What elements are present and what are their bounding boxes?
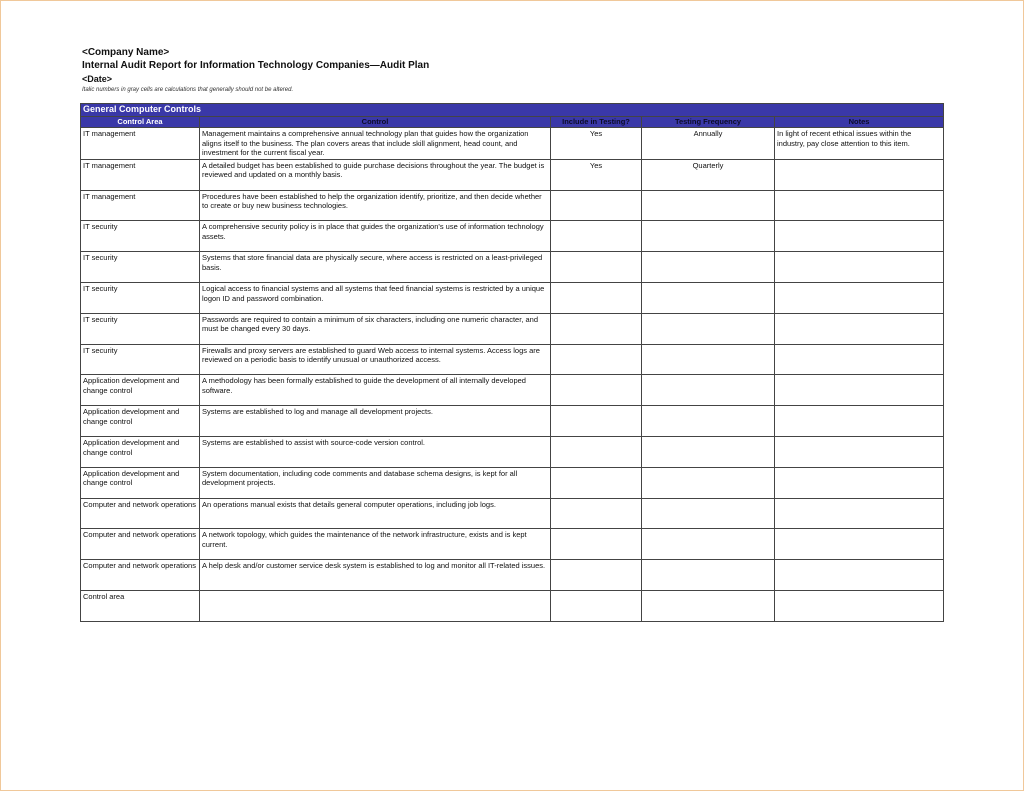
control-cell: Firewalls and proxy servers are established to guard Web access to internal systems. Access logs are reviewed on a periodic basis to identify unusual or unauthorized access. — [200, 344, 551, 375]
column-header-notes: Notes — [775, 117, 944, 128]
control-area-cell: Application development and change control — [81, 467, 200, 498]
table-row — [81, 282, 944, 313]
include-in-testing-cell — [551, 467, 642, 498]
include-in-testing-cell — [551, 282, 642, 313]
control-cell: Management maintains a comprehensive annual technology plan that guides how the organization aligns itself to the business. The plan covers areas that include skill alignment, head count, and investment for the current fiscal year. — [200, 128, 551, 160]
notes-cell — [775, 221, 944, 252]
testing-frequency-cell — [642, 375, 775, 406]
notes-cell — [775, 498, 944, 529]
control-area-cell: Computer and network operations — [81, 560, 200, 591]
audit-plan-table — [80, 103, 944, 622]
testing-frequency-cell — [642, 221, 775, 252]
control-area-cell: Application development and change control — [81, 375, 200, 406]
section-title: General Computer Controls — [81, 104, 944, 117]
table-row — [81, 313, 944, 344]
testing-frequency-cell — [642, 529, 775, 560]
control-cell: Systems are established to log and manage all development projects. — [200, 406, 551, 437]
control-cell: Procedures have been established to help the organization identify, prioritize, and then decide whether to create or buy new business technologies. — [200, 190, 551, 221]
table-row — [81, 406, 944, 437]
include-in-testing-cell — [551, 560, 642, 591]
notes-cell — [775, 282, 944, 313]
notes-cell — [775, 560, 944, 591]
testing-frequency-cell — [642, 498, 775, 529]
control-cell: A comprehensive security policy is in place that guides the organization's use of information technology assets. — [200, 221, 551, 252]
control-cell: Passwords are required to contain a minimum of six characters, including one numeric character, and must be changed every 30 days. — [200, 313, 551, 344]
include-in-testing-cell: Yes — [551, 128, 642, 160]
column-header-row — [81, 117, 944, 128]
italic-note: Italic numbers in gray cells are calculations that generally should not be altered. — [82, 87, 294, 93]
control-cell: An operations manual exists that details general computer operations, including job logs. — [200, 498, 551, 529]
section-header-row — [81, 104, 944, 117]
include-in-testing-cell — [551, 221, 642, 252]
control-cell: A methodology has been formally established to guide the development of all internally developed software. — [200, 375, 551, 406]
testing-frequency-cell — [642, 560, 775, 591]
control-area-cell: Computer and network operations — [81, 529, 200, 560]
report-title: Internal Audit Report for Information Technology Companies—Audit Plan — [82, 60, 430, 71]
control-area-cell: IT management — [81, 190, 200, 221]
table-row — [81, 498, 944, 529]
notes-cell — [775, 252, 944, 283]
include-in-testing-cell — [551, 190, 642, 221]
testing-frequency-cell — [642, 190, 775, 221]
control-area-cell: Control area — [81, 590, 200, 621]
testing-frequency-cell — [642, 313, 775, 344]
testing-frequency-cell — [642, 344, 775, 375]
control-cell: Systems that store financial data are physically secure, where access is restricted on a least-privileged basis. — [200, 252, 551, 283]
table-row — [81, 467, 944, 498]
notes-cell — [775, 467, 944, 498]
table-row — [81, 159, 944, 190]
notes-cell — [775, 406, 944, 437]
notes-cell — [775, 375, 944, 406]
control-area-cell: IT management — [81, 159, 200, 190]
testing-frequency-cell: Annually — [642, 128, 775, 160]
table-row — [81, 252, 944, 283]
table-row — [81, 529, 944, 560]
control-area-cell: IT security — [81, 252, 200, 283]
testing-frequency-cell: Quarterly — [642, 159, 775, 190]
notes-cell — [775, 529, 944, 560]
control-area-cell: Application development and change control — [81, 436, 200, 467]
column-header-control: Control — [200, 117, 551, 128]
control-area-cell: Application development and change control — [81, 406, 200, 437]
testing-frequency-cell — [642, 467, 775, 498]
table-row — [81, 590, 944, 621]
table-row — [81, 344, 944, 375]
control-area-cell: IT security — [81, 221, 200, 252]
control-cell: A detailed budget has been established to guide purchase decisions throughout the year. The budget is reviewed and updated on a monthly basis. — [200, 159, 551, 190]
control-cell: A help desk and/or customer service desk system is established to log and monitor all IT-related issues. — [200, 560, 551, 591]
table-row — [81, 221, 944, 252]
control-area-cell: IT management — [81, 128, 200, 160]
testing-frequency-cell — [642, 436, 775, 467]
include-in-testing-cell — [551, 529, 642, 560]
notes-cell — [775, 159, 944, 190]
document-header — [82, 47, 429, 93]
include-in-testing-cell — [551, 252, 642, 283]
table-row — [81, 128, 944, 160]
table-row — [81, 190, 944, 221]
testing-frequency-cell — [642, 252, 775, 283]
notes-cell — [775, 436, 944, 467]
include-in-testing-cell — [551, 498, 642, 529]
include-in-testing-cell — [551, 590, 642, 621]
table-row — [81, 560, 944, 591]
notes-cell — [775, 313, 944, 344]
testing-frequency-cell — [642, 406, 775, 437]
control-area-cell: IT security — [81, 344, 200, 375]
table-row — [81, 375, 944, 406]
include-in-testing-cell — [551, 313, 642, 344]
company-name: <Company Name> — [82, 47, 170, 58]
control-area-cell: IT security — [81, 313, 200, 344]
table-row — [81, 436, 944, 467]
notes-cell — [775, 190, 944, 221]
notes-cell — [775, 590, 944, 621]
include-in-testing-cell — [551, 436, 642, 467]
report-date: <Date> — [82, 74, 113, 84]
control-cell: A network topology, which guides the maintenance of the network infrastructure, exists and is kept current. — [200, 529, 551, 560]
table-body — [81, 128, 944, 622]
include-in-testing-cell — [551, 406, 642, 437]
notes-cell: In light of recent ethical issues within the industry, pay close attention to this item. — [775, 128, 944, 160]
control-cell: Systems are established to assist with source-code version control. — [200, 436, 551, 467]
include-in-testing-cell — [551, 375, 642, 406]
notes-cell — [775, 344, 944, 375]
include-in-testing-cell — [551, 344, 642, 375]
testing-frequency-cell — [642, 590, 775, 621]
control-cell: Logical access to financial systems and all systems that feed financial systems is restricted by a unique logon ID and password combination. — [200, 282, 551, 313]
include-in-testing-cell: Yes — [551, 159, 642, 190]
testing-frequency-cell — [642, 282, 775, 313]
column-header-control-area: Control Area — [81, 117, 200, 128]
control-area-cell: IT security — [81, 282, 200, 313]
control-cell: System documentation, including code comments and database schema designs, is kept for all development projects. — [200, 467, 551, 498]
column-header-include-in-testing: Include in Testing? — [551, 117, 642, 128]
control-area-cell: Computer and network operations — [81, 498, 200, 529]
control-cell — [200, 590, 551, 621]
column-header-testing-frequency: Testing Frequency — [642, 117, 775, 128]
